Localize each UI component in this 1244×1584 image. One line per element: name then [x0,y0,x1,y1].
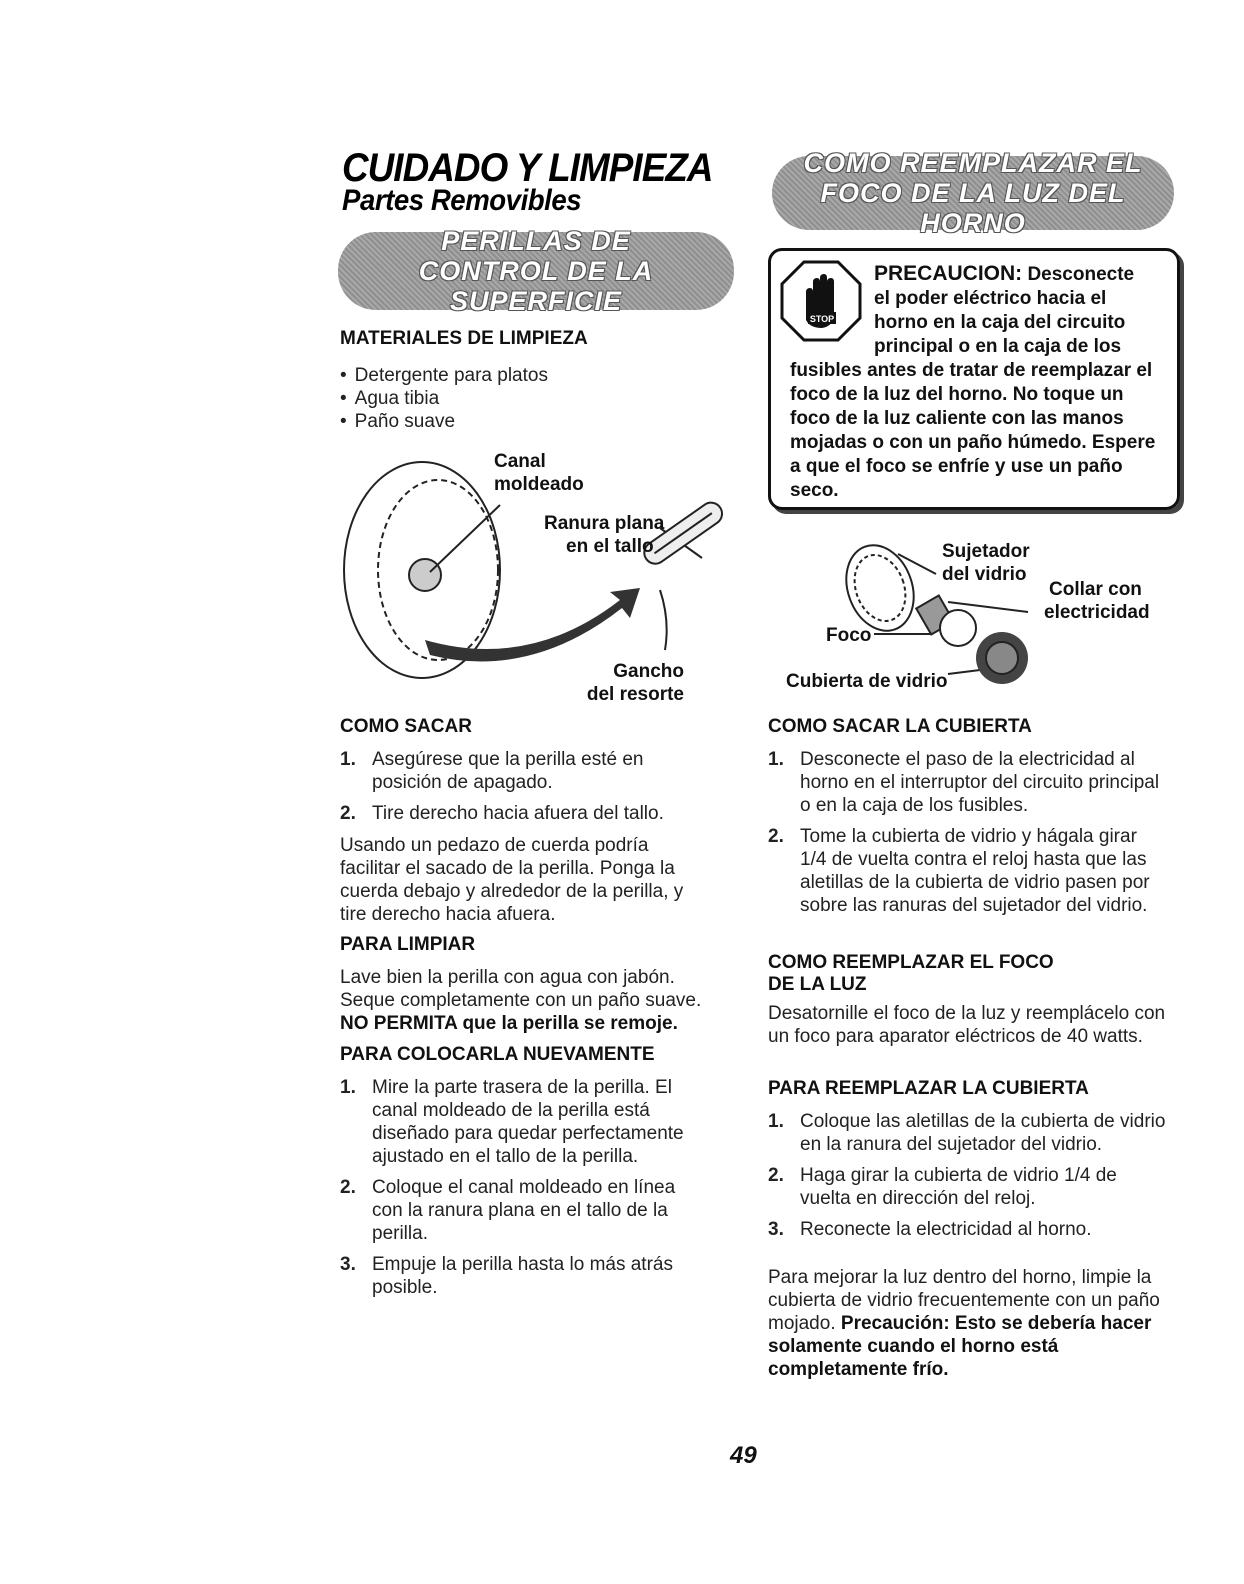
label-foco: Foco [826,625,872,646]
gancho-leader [660,590,667,650]
list-item [340,1176,706,1245]
reemplazar-foco-heading [768,952,1054,996]
step-number: 2. [768,826,784,847]
step-text: Tire derecho hacia afuera del tallo. [372,803,664,824]
reemplazar-foco-heading-line-1: COMO REEMPLAZAR EL FOCO [768,952,1054,973]
caution-label: PRECAUCION: [874,262,1023,285]
reemplazar-cubierta-note-text: Para mejorar la luz dentro del horno, limpie la cubierta de vidrio frecuentemente con un paño mojado. [768,1267,1160,1334]
label-canal-line-1: Canal [494,451,546,472]
step-number: 1. [340,749,356,770]
banner-line-1: PERILLAS DE [441,226,631,256]
label-sujetador-line-2: del vidrio [942,564,1027,585]
section-banner-foco [772,148,1174,238]
para-limpiar-body: Lave bien la perilla con agua con jabón. Seque completamente con un paño suave. [340,967,702,1011]
sacar-cubierta-heading: COMO SACAR LA CUBIERTA [768,716,1032,737]
caution-line-2: el poder eléctrico hacia el [874,288,1107,309]
caution-line-1 [790,262,1162,287]
label-sujetador [942,540,1030,586]
list-item [340,1253,706,1299]
para-limpiar-text [340,966,710,1035]
canal-leader [430,505,500,572]
banner-line-1: COMO REEMPLAZAR EL [803,148,1143,178]
label-collar-line-1: Collar con [1049,579,1142,600]
label-ranura-line-1: Ranura plana [544,513,665,534]
list-item [768,1164,1168,1210]
para-limpiar-heading: PARA LIMPIAR [340,934,476,955]
step-text: Mire la parte trasera de la perilla. El canal moldeado de la perilla está diseñado para quedar perfectamente ajustado en el tallo de la perilla. [372,1077,684,1167]
step-text: Tome la cubierta de vidrio y hágala girar 1/4 de vuelta contra el reloj hasta que las aletillas de la cubierta de vidrio pasen por sobre las ranuras del sujetador del vidrio. [800,826,1150,916]
step-number: 3. [340,1254,356,1275]
reemplazar-foco-text: Desatornille el foco de la luz y reemplácelo con un foco para aparator eléctricos de 40 watts. [768,1003,1166,1047]
como-sacar-note: Usando un pedazo de cuerda podría facilitar el sacado de la perilla. Ponga la cuerda debajo y alrededor de la perilla, y tire derecho hacia afuera. [340,835,684,925]
label-gancho [580,660,684,706]
caution-line-4: principal o en la caja de los [874,336,1122,357]
caution-line-1-text: Desconecte [1027,264,1135,285]
list-item [340,1076,706,1168]
section-banner-perillas [338,226,734,316]
knob-channel [409,559,441,591]
direction-arrow [425,588,640,661]
list-item: • Agua tibia [340,387,720,410]
list-item: • Paño suave [340,410,720,433]
label-gancho-line-2: del resorte [586,684,684,705]
label-sujetador-line-1: Sujetador [942,541,1030,562]
step-number: 2. [340,1177,356,1198]
label-collar-line-2: electricidad [1044,602,1150,623]
list-item [340,802,700,825]
para-limpiar-warning: NO PERMITA que la perilla se remoje. [340,1013,678,1034]
step-text: Reconecte la electricidad al horno. [800,1219,1092,1240]
caution-rest: fusibles antes de tratar de reemplazar el foco de la luz del horno. No toque un foco de la luz caliente con las manos mojadas o con un paño húmedo. Espere a que el foco se enfríe y use un paño seco. [790,360,1156,501]
caution-text [790,262,1162,503]
banner-line-2: FOCO DE LA LUZ DEL HORNO [820,178,1126,238]
label-canal [494,450,584,496]
list-item: • Detergente para platos [340,364,720,387]
page-subtitle: Partes Removibles [342,184,582,217]
como-sacar-steps [340,748,700,833]
banner-line-2: CONTROL DE LA SUPERFICIE [418,256,654,316]
reemplazar-foco-heading-line-2: DE LA LUZ [768,974,867,995]
label-canal-line-2: moldeado [494,474,584,495]
step-number: 1. [768,749,784,770]
colocar-steps [340,1076,706,1307]
bulb [916,596,976,646]
step-number: 1. [768,1111,784,1132]
step-text: Empuje la perilla hasta lo más atrás posible. [372,1254,673,1298]
step-number: 1. [340,1077,356,1098]
label-collar [1044,578,1150,624]
step-text: Coloque las aletillas de la cubierta de vidrio en la ranura del sujetador del vidrio. [800,1111,1166,1155]
label-ranura [544,512,664,558]
stop-text: STOP [809,314,835,324]
page-number: 49 [730,1442,757,1469]
colocar-heading: PARA COLOCARLA NUEVAMENTE [340,1044,655,1065]
label-cubierta: Cubierta de vidrio [786,671,948,692]
materials-list [340,364,720,433]
step-text: Coloque el canal moldeado en línea con la ranura plana en el tallo de la perilla. [372,1177,676,1244]
list-item [768,825,1168,917]
reemplazar-cubierta-heading: PARA REEMPLAZAR LA CUBIERTA [768,1078,1089,1099]
step-number: 2. [768,1165,784,1186]
list-item [340,748,700,794]
reemplazar-cubierta-note [768,1266,1168,1381]
cubierta-leader [948,670,980,674]
step-number: 2. [340,803,356,824]
glass-holder-inner [846,548,914,628]
sacar-cubierta-steps [768,748,1168,925]
label-gancho-line-1: Gancho [613,661,684,682]
list-item [768,1218,1168,1241]
caution-line-3: horno en la caja del circuito [874,312,1126,333]
label-ranura-line-2: en el tallo [566,536,654,557]
como-sacar-heading: COMO SACAR [340,716,472,737]
glass-cover [976,632,1028,684]
list-item [768,1110,1168,1156]
materials-heading: MATERIALES DE LIMPIEZA [340,328,588,349]
page-title: CUIDADO Y LIMPIEZA [342,146,713,190]
list-item [768,748,1168,817]
step-text: Desconecte el paso de la electricidad al horno en el interruptor del circuito principal o en la caja de los fusibles. [800,749,1160,816]
step-text: Haga girar la cubierta de vidrio 1/4 de vuelta en dirección del reloj. [800,1165,1117,1209]
step-number: 3. [768,1219,784,1240]
reemplazar-cubierta-warning: Precaución: Esto se debería hacer solamente cuando el horno está completamente frío. [768,1313,1152,1380]
step-text: Asegúrese que la perilla esté en posición de apagado. [372,749,644,793]
reemplazar-cubierta-steps [768,1110,1168,1249]
